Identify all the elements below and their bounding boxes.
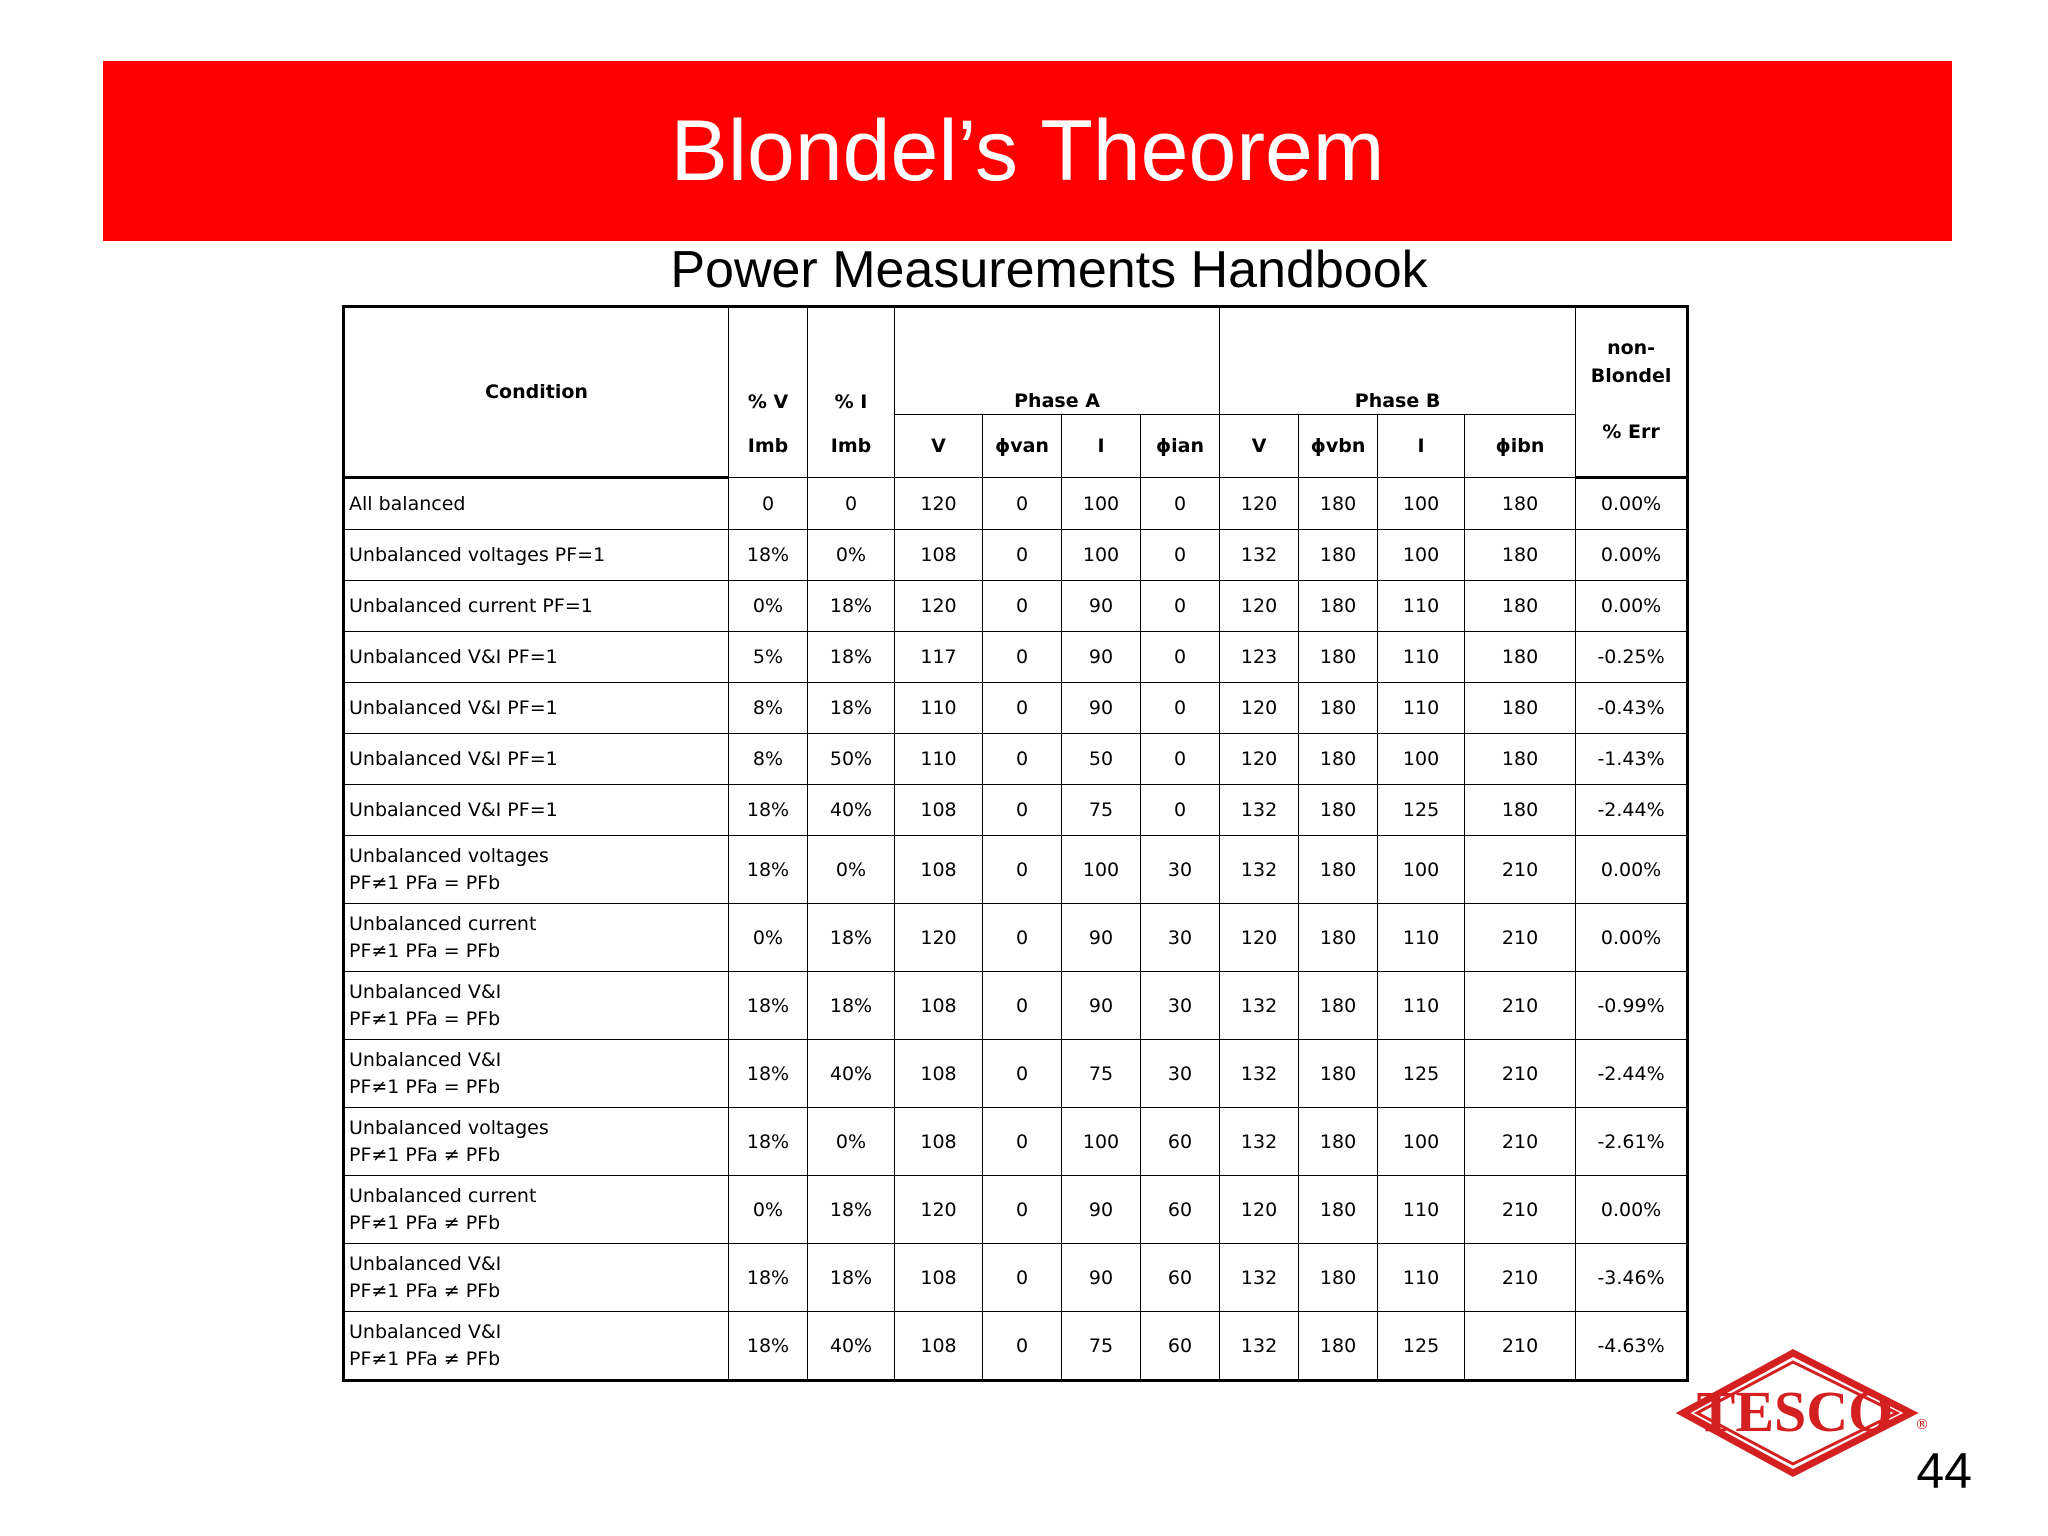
condition-line-2: PF≠1 PFa ≠ PFb — [349, 1143, 501, 1166]
header-a-phi-van: ϕvan — [983, 415, 1062, 478]
cell-bi: 125 — [1378, 1312, 1465, 1381]
header-non-blondel — [1576, 307, 1688, 478]
cell-aian: 0 — [1141, 785, 1220, 836]
cell-bvbn: 180 — [1299, 785, 1378, 836]
cell-avan: 0 — [983, 734, 1062, 785]
cell-err: 0.00% — [1576, 478, 1688, 530]
cell-aian: 30 — [1141, 1040, 1220, 1108]
cell-ai: 90 — [1062, 972, 1141, 1040]
cell-bvbn: 180 — [1299, 1176, 1378, 1244]
cell-bv: 120 — [1220, 1176, 1299, 1244]
cell-bi: 110 — [1378, 632, 1465, 683]
condition-line-1: Unbalanced V&I — [349, 1252, 502, 1275]
table-row — [344, 1244, 1688, 1312]
table-row — [344, 836, 1688, 904]
cell-err: 0.00% — [1576, 836, 1688, 904]
cell-aian: 0 — [1141, 683, 1220, 734]
cell-ai: 90 — [1062, 632, 1141, 683]
cell-bvbn: 180 — [1299, 904, 1378, 972]
registered-mark: ® — [1915, 1417, 1929, 1433]
cell-v: 8% — [729, 683, 808, 734]
cell-bi: 100 — [1378, 1108, 1465, 1176]
cell-i: 0% — [808, 530, 895, 581]
cell-err: 0.00% — [1576, 530, 1688, 581]
cell-avan: 0 — [983, 904, 1062, 972]
cell-i: 18% — [808, 972, 895, 1040]
table-body — [344, 478, 1688, 1381]
cell-ai: 50 — [1062, 734, 1141, 785]
condition-line-2: PF≠1 PFa ≠ PFb — [349, 1211, 501, 1234]
cell-err: -0.99% — [1576, 972, 1688, 1040]
cell-bibn: 180 — [1465, 632, 1576, 683]
cell-av: 108 — [895, 1244, 983, 1312]
cell-ai: 90 — [1062, 1176, 1141, 1244]
header-b-phi-vbn: ϕvbn — [1299, 415, 1378, 478]
cell-bibn: 210 — [1465, 1244, 1576, 1312]
cell-bvbn: 180 — [1299, 581, 1378, 632]
cell-err: -1.43% — [1576, 734, 1688, 785]
condition-cell — [344, 530, 729, 581]
cell-ai: 75 — [1062, 1312, 1141, 1381]
table-row — [344, 683, 1688, 734]
cell-v: 0 — [729, 478, 808, 530]
cell-av: 117 — [895, 632, 983, 683]
cell-bibn: 180 — [1465, 734, 1576, 785]
condition-line-2: PF≠1 PFa = PFb — [349, 939, 501, 962]
cell-bv: 132 — [1220, 1040, 1299, 1108]
table-row — [344, 1312, 1688, 1381]
cell-av: 120 — [895, 1176, 983, 1244]
condition-line-2: PF≠1 PFa ≠ PFb — [349, 1347, 501, 1370]
cell-err: -0.43% — [1576, 683, 1688, 734]
table-row — [344, 530, 1688, 581]
condition-cell — [344, 836, 729, 904]
cell-av: 108 — [895, 785, 983, 836]
condition-line-1: Unbalanced current — [349, 1184, 537, 1207]
header-pct-v: % V — [729, 307, 808, 415]
cell-av: 108 — [895, 1312, 983, 1381]
cell-bv: 120 — [1220, 904, 1299, 972]
cell-bibn: 210 — [1465, 972, 1576, 1040]
cell-avan: 0 — [983, 1108, 1062, 1176]
condition-line-1: Unbalanced voltages — [349, 1116, 549, 1139]
tesco-logo — [1675, 1345, 1935, 1485]
cell-bibn: 210 — [1465, 1108, 1576, 1176]
header-b-phi-ibn: ϕibn — [1465, 415, 1576, 478]
table-row — [344, 632, 1688, 683]
condition-line-2: PF≠1 PFa = PFb — [349, 1075, 501, 1098]
cell-err: -4.63% — [1576, 1312, 1688, 1381]
cell-avan: 0 — [983, 972, 1062, 1040]
cell-bvbn: 180 — [1299, 632, 1378, 683]
page-number: 44 — [1916, 1443, 1972, 1499]
cell-av: 110 — [895, 683, 983, 734]
cell-i: 18% — [808, 904, 895, 972]
cell-err: 0.00% — [1576, 1176, 1688, 1244]
cell-bibn: 180 — [1465, 530, 1576, 581]
cell-bvbn: 180 — [1299, 683, 1378, 734]
condition-line-1: Unbalanced V&I PF=1 — [349, 697, 558, 719]
cell-ai: 75 — [1062, 785, 1141, 836]
cell-avan: 0 — [983, 1244, 1062, 1312]
cell-bv: 132 — [1220, 836, 1299, 904]
cell-bi: 125 — [1378, 785, 1465, 836]
table-row — [344, 1108, 1688, 1176]
condition-line-1: Unbalanced V&I — [349, 980, 502, 1003]
cell-bi: 100 — [1378, 478, 1465, 530]
cell-aian: 0 — [1141, 530, 1220, 581]
header-b-v: V — [1220, 415, 1299, 478]
cell-ai: 90 — [1062, 581, 1141, 632]
cell-ai: 100 — [1062, 478, 1141, 530]
condition-cell — [344, 1040, 729, 1108]
cell-i: 0% — [808, 836, 895, 904]
cell-bvbn: 180 — [1299, 972, 1378, 1040]
cell-bibn: 180 — [1465, 785, 1576, 836]
table-row — [344, 904, 1688, 972]
cell-i: 18% — [808, 1176, 895, 1244]
condition-cell — [344, 632, 729, 683]
cell-bvbn: 180 — [1299, 478, 1378, 530]
cell-bvbn: 180 — [1299, 1040, 1378, 1108]
cell-bvbn: 180 — [1299, 836, 1378, 904]
table-row — [344, 1040, 1688, 1108]
table-row — [344, 785, 1688, 836]
cell-bvbn: 180 — [1299, 734, 1378, 785]
condition-line-1: Unbalanced V&I PF=1 — [349, 748, 558, 770]
condition-cell — [344, 1108, 729, 1176]
cell-v: 18% — [729, 972, 808, 1040]
cell-bv: 132 — [1220, 1244, 1299, 1312]
condition-cell — [344, 683, 729, 734]
cell-bvbn: 180 — [1299, 1312, 1378, 1381]
cell-i: 0% — [808, 1108, 895, 1176]
cell-bv: 120 — [1220, 734, 1299, 785]
cell-v: 18% — [729, 1244, 808, 1312]
cell-i: 18% — [808, 581, 895, 632]
cell-bibn: 180 — [1465, 581, 1576, 632]
cell-bi: 110 — [1378, 1244, 1465, 1312]
cell-bvbn: 180 — [1299, 530, 1378, 581]
cell-i: 40% — [808, 785, 895, 836]
cell-v: 18% — [729, 1040, 808, 1108]
cell-bi: 110 — [1378, 904, 1465, 972]
header-a-i: I — [1062, 415, 1141, 478]
cell-aian: 60 — [1141, 1176, 1220, 1244]
cell-av: 120 — [895, 904, 983, 972]
cell-bibn: 210 — [1465, 904, 1576, 972]
cell-i: 18% — [808, 632, 895, 683]
cell-bi: 100 — [1378, 530, 1465, 581]
cell-v: 18% — [729, 836, 808, 904]
cell-av: 108 — [895, 1040, 983, 1108]
condition-cell — [344, 972, 729, 1040]
cell-bibn: 180 — [1465, 683, 1576, 734]
header-b-i: I — [1378, 415, 1465, 478]
cell-av: 108 — [895, 1108, 983, 1176]
cell-ai: 90 — [1062, 904, 1141, 972]
cell-bv: 132 — [1220, 530, 1299, 581]
header-a-phi-ian: ϕian — [1141, 415, 1220, 478]
cell-aian: 0 — [1141, 632, 1220, 683]
cell-aian: 30 — [1141, 836, 1220, 904]
condition-line-1: Unbalanced voltages — [349, 844, 549, 867]
cell-err: 0.00% — [1576, 904, 1688, 972]
condition-line-2: PF≠1 PFa = PFb — [349, 1007, 501, 1030]
cell-aian: 60 — [1141, 1312, 1220, 1381]
cell-v: 0% — [729, 1176, 808, 1244]
title-banner — [103, 61, 1952, 241]
condition-cell — [344, 581, 729, 632]
cell-avan: 0 — [983, 581, 1062, 632]
cell-v: 18% — [729, 785, 808, 836]
cell-i: 0 — [808, 478, 895, 530]
cell-v: 5% — [729, 632, 808, 683]
cell-aian: 0 — [1141, 734, 1220, 785]
cell-ai: 100 — [1062, 1108, 1141, 1176]
cell-avan: 0 — [983, 530, 1062, 581]
condition-line-1: Unbalanced voltages PF=1 — [349, 544, 606, 566]
cell-bv: 123 — [1220, 632, 1299, 683]
blondel-table — [342, 305, 1689, 1382]
cell-aian: 0 — [1141, 581, 1220, 632]
condition-cell — [344, 1312, 729, 1381]
header-pct-i: % I — [808, 307, 895, 415]
logo-text: TESCO — [1696, 1379, 1894, 1444]
cell-bi: 100 — [1378, 836, 1465, 904]
cell-avan: 0 — [983, 478, 1062, 530]
cell-bi: 110 — [1378, 683, 1465, 734]
slide-title: Blondel’s Theorem — [670, 103, 1385, 199]
cell-av: 108 — [895, 972, 983, 1040]
table-row — [344, 1176, 1688, 1244]
header-phase-a: Phase A — [895, 307, 1220, 415]
table-row — [344, 581, 1688, 632]
header-non-blondel-line1: non- — [1607, 337, 1656, 359]
condition-line-1: Unbalanced V&I — [349, 1320, 502, 1343]
table-row — [344, 734, 1688, 785]
cell-bv: 132 — [1220, 785, 1299, 836]
slide-subtitle: Power Measurements Handbook — [670, 241, 1428, 299]
header-pct-err: % Err — [1602, 421, 1660, 443]
header-non-blondel-line2: Blondel — [1590, 365, 1672, 387]
cell-aian: 60 — [1141, 1244, 1220, 1312]
cell-err: -2.61% — [1576, 1108, 1688, 1176]
cell-avan: 0 — [983, 1176, 1062, 1244]
cell-av: 120 — [895, 478, 983, 530]
cell-aian: 30 — [1141, 904, 1220, 972]
cell-ai: 90 — [1062, 683, 1141, 734]
cell-bv: 132 — [1220, 972, 1299, 1040]
cell-ai: 75 — [1062, 1040, 1141, 1108]
cell-avan: 0 — [983, 785, 1062, 836]
header-a-v: V — [895, 415, 983, 478]
condition-line-1: Unbalanced V&I PF=1 — [349, 646, 558, 668]
header-phase-b: Phase B — [1220, 307, 1576, 415]
cell-avan: 0 — [983, 1312, 1062, 1381]
condition-cell — [344, 478, 729, 530]
cell-bi: 110 — [1378, 581, 1465, 632]
cell-aian: 0 — [1141, 478, 1220, 530]
cell-i: 50% — [808, 734, 895, 785]
cell-ai: 90 — [1062, 1244, 1141, 1312]
cell-err: -3.46% — [1576, 1244, 1688, 1312]
cell-i: 18% — [808, 1244, 895, 1312]
cell-avan: 0 — [983, 836, 1062, 904]
header-v-imb: Imb — [729, 415, 808, 478]
cell-v: 18% — [729, 1108, 808, 1176]
cell-bv: 120 — [1220, 683, 1299, 734]
cell-bvbn: 180 — [1299, 1108, 1378, 1176]
cell-avan: 0 — [983, 683, 1062, 734]
cell-bv: 120 — [1220, 581, 1299, 632]
cell-bi: 110 — [1378, 972, 1465, 1040]
condition-line-1: Unbalanced V&I PF=1 — [349, 799, 558, 821]
cell-v: 8% — [729, 734, 808, 785]
cell-i: 40% — [808, 1040, 895, 1108]
cell-v: 18% — [729, 1312, 808, 1381]
cell-bibn: 180 — [1465, 478, 1576, 530]
cell-bi: 100 — [1378, 734, 1465, 785]
condition-cell — [344, 1244, 729, 1312]
cell-av: 120 — [895, 581, 983, 632]
cell-err: -2.44% — [1576, 785, 1688, 836]
table-row — [344, 972, 1688, 1040]
condition-line-1: All balanced — [349, 493, 466, 515]
cell-v: 18% — [729, 530, 808, 581]
cell-err: 0.00% — [1576, 581, 1688, 632]
cell-v: 0% — [729, 904, 808, 972]
cell-av: 108 — [895, 530, 983, 581]
cell-bibn: 210 — [1465, 1312, 1576, 1381]
cell-avan: 0 — [983, 1040, 1062, 1108]
cell-i: 40% — [808, 1312, 895, 1381]
cell-bv: 132 — [1220, 1312, 1299, 1381]
cell-v: 0% — [729, 581, 808, 632]
table-row — [344, 478, 1688, 530]
cell-aian: 30 — [1141, 972, 1220, 1040]
condition-cell — [344, 734, 729, 785]
condition-line-1: Unbalanced current PF=1 — [349, 595, 593, 617]
cell-aian: 60 — [1141, 1108, 1220, 1176]
cell-av: 108 — [895, 836, 983, 904]
cell-bv: 120 — [1220, 478, 1299, 530]
cell-ai: 100 — [1062, 836, 1141, 904]
cell-bvbn: 180 — [1299, 1244, 1378, 1312]
cell-bibn: 210 — [1465, 836, 1576, 904]
condition-cell — [344, 1176, 729, 1244]
cell-avan: 0 — [983, 632, 1062, 683]
condition-line-2: PF≠1 PFa ≠ PFb — [349, 1279, 501, 1302]
cell-bv: 132 — [1220, 1108, 1299, 1176]
cell-bi: 125 — [1378, 1040, 1465, 1108]
header-i-imb: Imb — [808, 415, 895, 478]
cell-bi: 110 — [1378, 1176, 1465, 1244]
condition-line-1: Unbalanced V&I — [349, 1048, 502, 1071]
cell-err: -0.25% — [1576, 632, 1688, 683]
cell-bibn: 210 — [1465, 1040, 1576, 1108]
cell-av: 110 — [895, 734, 983, 785]
cell-err: -2.44% — [1576, 1040, 1688, 1108]
condition-cell — [344, 785, 729, 836]
cell-bibn: 210 — [1465, 1176, 1576, 1244]
cell-i: 18% — [808, 683, 895, 734]
header-condition: Condition — [344, 307, 729, 478]
condition-line-1: Unbalanced current — [349, 912, 537, 935]
condition-line-2: PF≠1 PFa = PFb — [349, 871, 501, 894]
condition-cell — [344, 904, 729, 972]
cell-ai: 100 — [1062, 530, 1141, 581]
